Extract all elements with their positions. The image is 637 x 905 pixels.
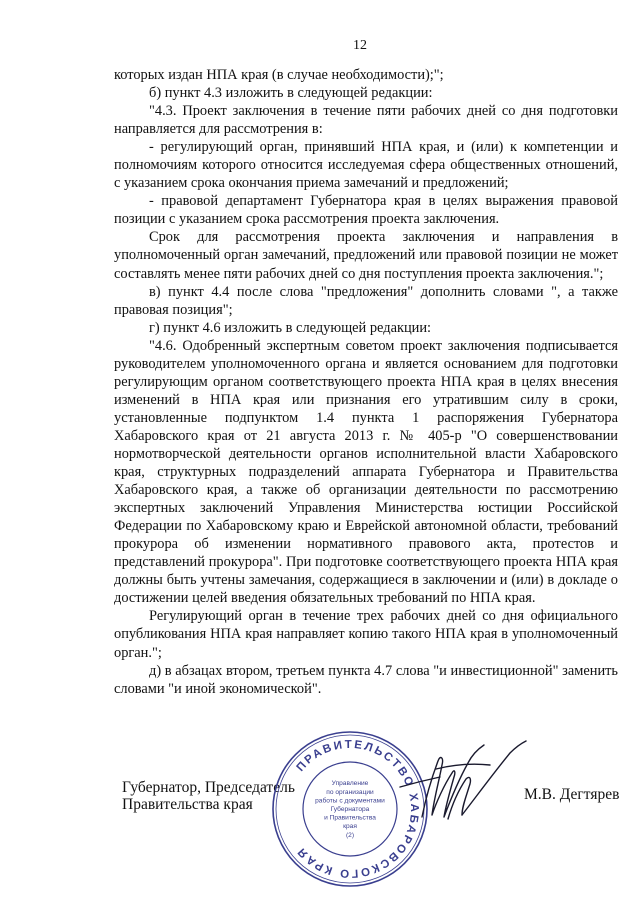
- paragraph-5: - правовой департамент Губернатора края в целях выражения правовой позиции с указанием срока рассмотрения проекта заключения.: [114, 193, 618, 228]
- paragraph-7: в) пункт 4.4 после слова "предложения" дополнить словами ", а также правовая позиция";: [114, 283, 618, 318]
- signatory-position-line-1: Губернатор, Председатель: [122, 779, 295, 796]
- stamp-center-line: края: [343, 823, 357, 831]
- paragraph-2: б) пункт 4.3 изложить в следующей редакции:: [149, 85, 433, 102]
- paragraph-8: г) пункт 4.6 изложить в следующей редакции:: [149, 319, 432, 336]
- paragraph-9: "4.6. Одобренный экспертным советом проект заключения подписывается руководителем уполномоченного органа и является основанием для подготовки регулирующим органом соответствующего проекта НПА края в целях внесения изменений в НПА края или признания его утратившим силу в сроки, установленные подпунктом 1.4 пункта 1 распоряжения Губернатора Хабаровского края от 21 августа 2013 г. № 405-р "О совершенствовании нормотворческой деятельности органов исполнительной власти Хабаровского края, структурных подразделений аппарата Губернатора и Правительства Хабаровского края, а также об организации деятельности по рассмотрению экспертных заключений Управления Министерства юстиции Российской Федерации по Хабаровскому краю и Еврейской автономной области, требований прокурора об изменении нормативного правового акта, протестов и представлений прокурора". При подготовке соответствующего проекта НПА края должны быть учтены замечания, содержащиеся в заключении и (или) в докладе о достижении целей введения обязательных требований по НПА края.: [114, 337, 618, 607]
- paragraph-10: Регулирующий орган в течение трех рабочих дней со дня официального опубликования НПА края направляет копию такого НПА края в уполномоченный орган.";: [114, 608, 618, 661]
- paragraph-3: "4.3. Проект заключения в течение пяти рабочих дней со дня подготовки направляется для рассмотрения в:: [114, 103, 618, 138]
- document-body: [114, 66, 618, 698]
- signatory-name: М.В. Дегтярев: [524, 786, 620, 803]
- stamp-center-line: Губернатора: [330, 806, 370, 813]
- stamp-ring-text: ПРАВИТЕЛЬСТВО ХАБАРОВСКОГО КРАЯ: [294, 738, 421, 880]
- handwritten-signature: [392, 735, 532, 835]
- stamp-center-line: по организации: [326, 788, 374, 796]
- paragraph-1: которых издан НПА края (в случае необходимости);";: [114, 67, 444, 83]
- stamp-center-line: работы с документами: [315, 797, 385, 805]
- paragraph-11: д) в абзацах втором, третьем пункта 4.7 слова "и инвестиционной" заменить словами "и иной экономической".: [114, 662, 618, 697]
- paragraph-4: - регулирующий орган, принявший НПА края, и (или) к компетенции и полномочиям которого относится исследуемая сфера общественных отношений, с указанием срока окончания приема замечаний и предложений;: [114, 139, 618, 192]
- stamp-center-line: (2): [345, 831, 355, 839]
- paragraph-6: Срок для рассмотрения проекта заключения и направления в уполномоченный орган замечаний, предложений или правовой позиции не может составлять менее пяти рабочих дней со дня поступления проекта заключения.";: [114, 229, 618, 282]
- signatory-position-line-2: Правительства края: [122, 796, 253, 813]
- stamp-center-line: Управление: [331, 780, 369, 788]
- page-number: 12: [353, 38, 367, 53]
- stamp-center-line: и Правительства: [324, 814, 376, 822]
